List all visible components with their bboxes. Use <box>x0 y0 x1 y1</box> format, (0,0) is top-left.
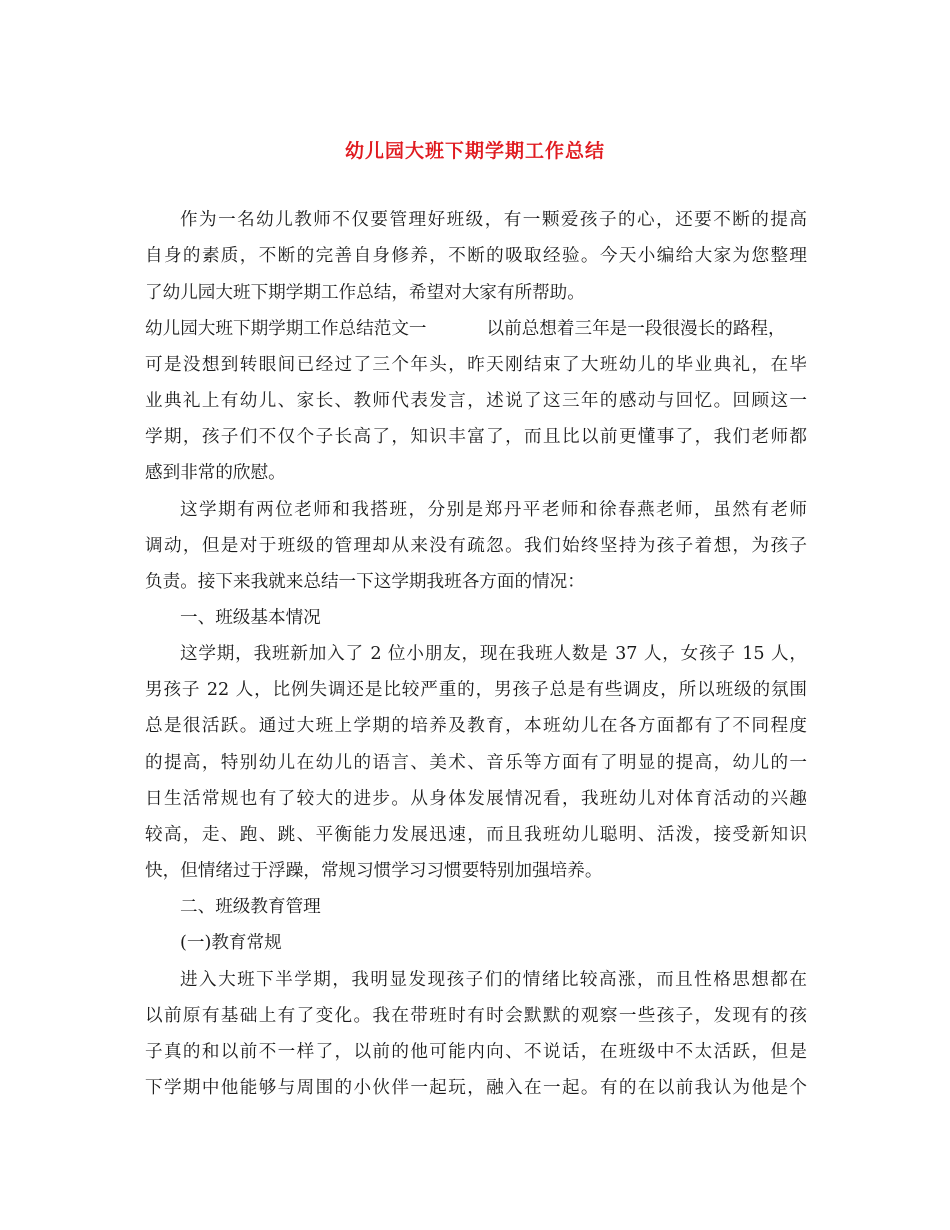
paragraph-line: 可是没想到转眼间已经过了三个年头，昨天刚结束了大班幼儿的毕业典礼，在毕 <box>145 355 807 375</box>
section-heading: 二、班级教育管理 <box>180 897 321 917</box>
paragraph-line: 自身的素质，不断的完善自身修养，不断的吸取经验。今天小编给大家为您整理 <box>145 246 807 266</box>
paragraph-line: 调动，但是对于班级的管理却从来没有疏忽。我们始终坚持为孩子着想，为孩子 <box>145 536 807 556</box>
paragraph-line: 作为一名幼儿教师不仅要管理好班级，有一颗爱孩子的心，还要不断的提高 <box>180 210 807 230</box>
paragraph-line: 业典礼上有幼儿、家长、教师代表发言，述说了这三年的感动与回忆。回顾这一 <box>145 391 807 411</box>
paragraph-line: 负责。接下来我就来总结一下这学期我班各方面的情况： <box>145 572 585 592</box>
paragraph-line: 这学期，我班新加入了 2 位小朋友，现在我班人数是 37 人，女孩子 15 人， <box>180 644 807 664</box>
paragraph-line: 日生活常规也有了较大的进步。从身体发展情况看，我班幼儿对体育活动的兴趣 <box>145 789 807 809</box>
paragraph-line: 进入大班下半学期，我明显发现孩子们的情绪比较高涨，而且性格思想都在 <box>180 970 807 990</box>
paragraph-line: 这学期有两位老师和我搭班，分别是郑丹平老师和徐春燕老师，虽然有老师 <box>180 500 807 520</box>
subsection-heading: (一)教育常规 <box>180 933 282 953</box>
paragraph-line: 以前原有基础上有了变化。我在带班时有时会默默的观察一些孩子，发现有的孩 <box>145 1006 807 1026</box>
sample-heading-line <box>145 315 807 343</box>
paragraph-line: 子真的和以前不一样了，以前的他可能内向、不说话，在班级中不太活跃，但是 <box>145 1042 807 1062</box>
paragraph-line: 下学期中他能够与周围的小伙伴一起玩，融入在一起。有的在以前我认为他是个 <box>145 1078 807 1098</box>
paragraph-line: 较高，走、跑、跳、平衡能力发展迅速，而且我班幼儿聪明、活泼，接受新知识 <box>145 825 807 845</box>
paragraph-line: 了幼儿园大班下期学期工作总结，希望对大家有所帮助。 <box>145 283 585 303</box>
paragraph-line: 学期，孩子们不仅个子长高了，知识丰富了，而且比以前更懂事了，我们老师都 <box>145 427 807 447</box>
section-heading: 一、班级基本情况 <box>180 608 321 628</box>
paragraph-line: 男孩子 22 人，比例失调还是比较严重的，男孩子总是有些调皮，所以班级的氛围 <box>145 680 807 700</box>
paragraph-line: 总是很活跃。通过大班上学期的培养及教育，本班幼儿在各方面都有了不同程度 <box>145 716 807 736</box>
paragraph-line: 快，但情绪过于浮躁，常规习惯学习习惯要特别加强培养。 <box>145 861 603 881</box>
paragraph-line: 的提高，特别幼儿在幼儿的语言、美术、音乐等方面有了明显的提高，幼儿的一 <box>145 753 807 773</box>
sample-first-text: 以前总想着三年是一段很漫长的路程， <box>486 319 786 339</box>
sample-heading: 幼儿园大班下期学期工作总结范文一 <box>145 319 427 339</box>
paragraph-line: 感到非常的欣慰。 <box>145 463 286 483</box>
document-title: 幼儿园大班下期学期工作总结 <box>344 140 605 162</box>
